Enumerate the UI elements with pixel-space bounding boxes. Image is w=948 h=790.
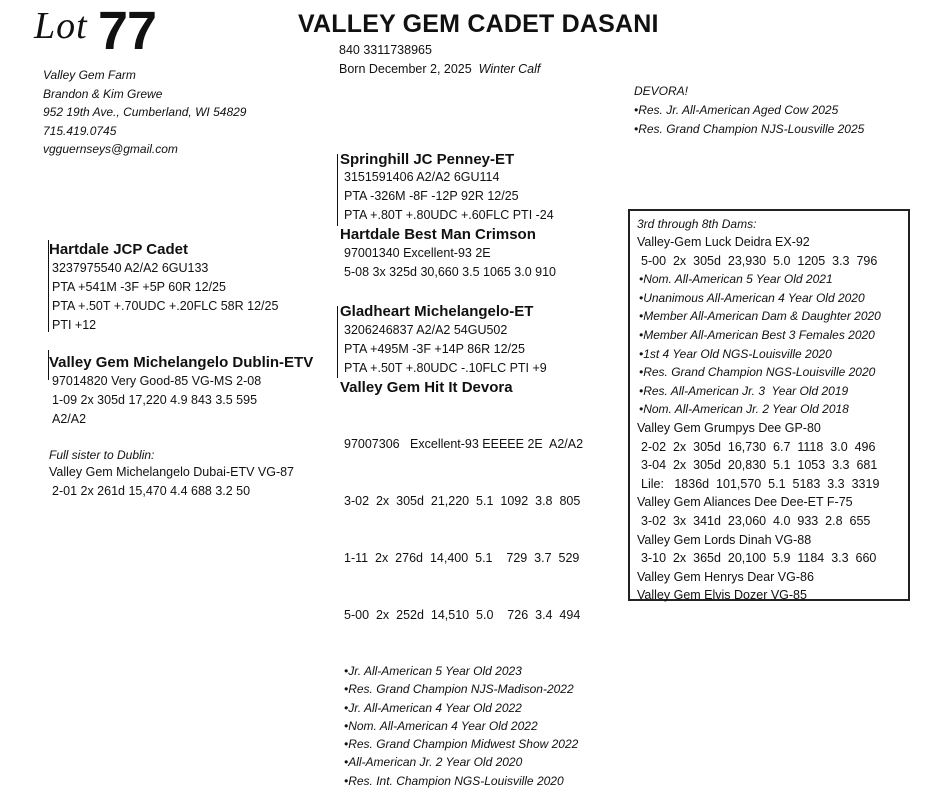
dam-line: 97014820 Very Good-85 VG-MS 2-08 [52, 374, 262, 388]
sires-sire-name: Springhill JC Penney-ET [340, 151, 515, 168]
sires-sire-line: PTA +.80T +.80UDC +.60FLC PTI -24 [344, 208, 554, 222]
sires-dam-details [344, 244, 556, 282]
ancestor-dams-content [637, 216, 881, 605]
dams-dam-details [344, 397, 583, 663]
farm-email: vgguernseys@gmail.com [43, 142, 178, 156]
ancestor-dam-record: 3-04 2x 305d 20,830 5.1 1053 3.3 681 [641, 458, 878, 473]
calf-class: Winter Calf [478, 62, 541, 76]
dam-line: A2/A2 [52, 412, 87, 426]
award-item: •Res. Int. Champion NGS-Louisville 2020 [344, 773, 564, 788]
award-item: •Jr. All-American 5 Year Old 2023 [344, 664, 522, 678]
dams-sire-details [344, 321, 547, 378]
award-item: •Res. Grand Champion Midwest Show 2022 [344, 737, 579, 752]
sire-name: Hartdale JCP Cadet [49, 241, 188, 258]
dams-sire-name: Gladheart Michelangelo-ET [340, 303, 534, 320]
dams-sire-line: PTA +495M -3F +14P 86R 12/25 [344, 342, 525, 356]
sires-sire-line: PTA -326M -8F -12P 92R 12/25 [344, 189, 519, 203]
dams-dam-line: 1-11 2x 276d 14,400 5.1 729 3.7 529 [344, 551, 580, 565]
ancestor-dam-name: Valley Gem Elvis Dozer VG-85 [637, 588, 807, 603]
sire-line: PTI +12 [52, 318, 97, 332]
sire-block [49, 241, 278, 335]
lot-number: 77 [98, 1, 157, 61]
farm-info [43, 66, 246, 159]
sires-dam-line: 97001340 Excellent-93 2E [344, 246, 491, 260]
sires-sire-bracket [337, 154, 338, 226]
ancestor-dam-record: Lile: 1836d 101,570 5.1 5183 3.3 3319 [641, 476, 880, 491]
sire-line: PTA +.50T +.70UDC +.20FLC 58R 12/25 [52, 299, 279, 313]
ancestor-dam-name: Valley Gem Henrys Dear VG-86 [637, 569, 814, 584]
sires-sire-line: 3151591406 A2/A2 6GU114 [344, 170, 500, 184]
dams-dam-name: Valley Gem Hit It Devora [340, 379, 513, 396]
dams-dam-awards [344, 662, 583, 790]
ancestor-dam-award: •Nom. All-American 5 Year Old 2021 [639, 272, 833, 287]
farm-owners: Brandon & Kim Grewe [43, 86, 163, 101]
devora-heading: DEVORA! [634, 84, 689, 98]
devora-award: •Res. Grand Champion NJS-Lousville 2025 [634, 122, 865, 136]
sire-line: PTA +541M -3F +5P 60R 12/25 [52, 280, 226, 294]
ancestor-dam-award: •Res. Grand Champion NGS-Louisville 2020 [639, 365, 876, 380]
sires-sire-block [340, 151, 554, 225]
dam-block [49, 354, 313, 429]
sires-dam-block [340, 226, 556, 282]
ancestor-dams-list [637, 233, 881, 605]
dams-dam-line: 97007306 Excellent-93 EEEEE 2E A2/A2 [344, 437, 584, 451]
devora-award: •Res. Jr. All-American Aged Cow 2025 [634, 103, 839, 117]
ancestor-dam-award: •Res. All-American Jr. 3 Year Old 2019 [639, 383, 849, 398]
award-item: •Jr. All-American 4 Year Old 2022 [344, 700, 522, 715]
sire-line: 3237975540 A2/A2 6GU133 [52, 261, 209, 275]
ancestor-dam-award: •Member All-American Dam & Daughter 2020 [639, 309, 881, 324]
sires-sire-details [344, 168, 554, 225]
sire-details [52, 259, 278, 335]
full-sister-block [49, 448, 294, 501]
award-item: •Nom. All-American 4 Year Old 2022 [344, 718, 538, 733]
devora-note [634, 82, 864, 139]
ancestor-dam-award: •1st 4 Year Old NGS-Louisville 2020 [639, 346, 832, 361]
farm-name: Valley Gem Farm [43, 68, 136, 82]
ancestor-dam-name: Valley Gem Grumpys Dee GP-80 [637, 420, 821, 435]
sires-dam-name: Hartdale Best Man Crimson [340, 226, 536, 243]
dam-details [52, 372, 313, 429]
ancestor-dam-award: •Nom. All-American Jr. 2 Year Old 2018 [639, 402, 849, 417]
dams-dam-block [340, 379, 583, 790]
ancestor-dam-record: 2-02 2x 305d 16,730 6.7 1118 3.0 496 [641, 439, 876, 454]
farm-address: 952 19th Ave., Cumberland, WI 54829 [43, 105, 247, 119]
ancestor-dams-heading: 3rd through 8th Dams: [637, 217, 757, 231]
dam-line: 1-09 2x 305d 17,220 4.9 843 3.5 595 [52, 393, 258, 407]
full-sister-record: 2-01 2x 261d 15,470 4.4 688 3.2 50 [52, 484, 251, 498]
ancestor-dam-record: 3-02 3x 341d 23,060 4.0 933 2.8 655 [641, 513, 871, 528]
dams-sire-block [340, 303, 547, 378]
sires-dam-line: 5-08 3x 325d 30,660 3.5 1065 3.0 910 [344, 265, 556, 279]
farm-phone: 715.419.0745 [43, 123, 117, 138]
ancestor-dam-record: 3-10 2x 365d 20,100 5.9 1184 3.3 660 [641, 551, 877, 566]
birth-info [339, 62, 540, 76]
lot-label: Lot [34, 5, 88, 47]
dams-dam-line: 3-02 2x 305d 21,220 5.1 1092 3.8 805 [344, 494, 581, 508]
award-item: •Res. Grand Champion NJS-Madison-2022 [344, 682, 574, 697]
animal-title: VALLEY GEM CADET DASANI [298, 10, 659, 38]
dams-sire-line: 3206246837 A2/A2 54GU502 [344, 323, 508, 337]
award-item: •All-American Jr. 2 Year Old 2020 [344, 755, 523, 770]
ancestor-dam-name: Valley Gem Lords Dinah VG-88 [637, 532, 812, 547]
ancestor-dam-name: Valley Gem Aliances Dee Dee-ET F-75 [637, 495, 853, 510]
dam-name: Valley Gem Michelangelo Dublin-ETV [49, 354, 314, 371]
ancestor-dam-award: •Unanimous All-American 4 Year Old 2020 [639, 290, 865, 305]
full-sister-name: Valley Gem Michelangelo Dubai-ETV VG-87 [49, 465, 295, 479]
dams-sire-line: PTA +.50T +.80UDC -.10FLC PTI +9 [344, 361, 547, 375]
birth-date: Born December 2, 2025 [339, 62, 472, 76]
full-sister-label: Full sister to Dublin: [49, 448, 155, 462]
ancestor-dam-award: •Member All-American Best 3 Females 2020 [639, 327, 875, 342]
registration-number: 840 3311738965 [339, 43, 432, 57]
ancestor-dam-record: 5-00 2x 305d 23,930 5.0 1205 3.3 796 [641, 253, 878, 268]
ancestor-dams-box [628, 209, 910, 601]
dams-dam-line: 5-00 2x 252d 14,510 5.0 726 3.4 494 [344, 608, 581, 622]
ancestor-dam-name: Valley-Gem Luck Deidra EX-92 [637, 235, 810, 249]
dams-sire-bracket [337, 306, 338, 378]
